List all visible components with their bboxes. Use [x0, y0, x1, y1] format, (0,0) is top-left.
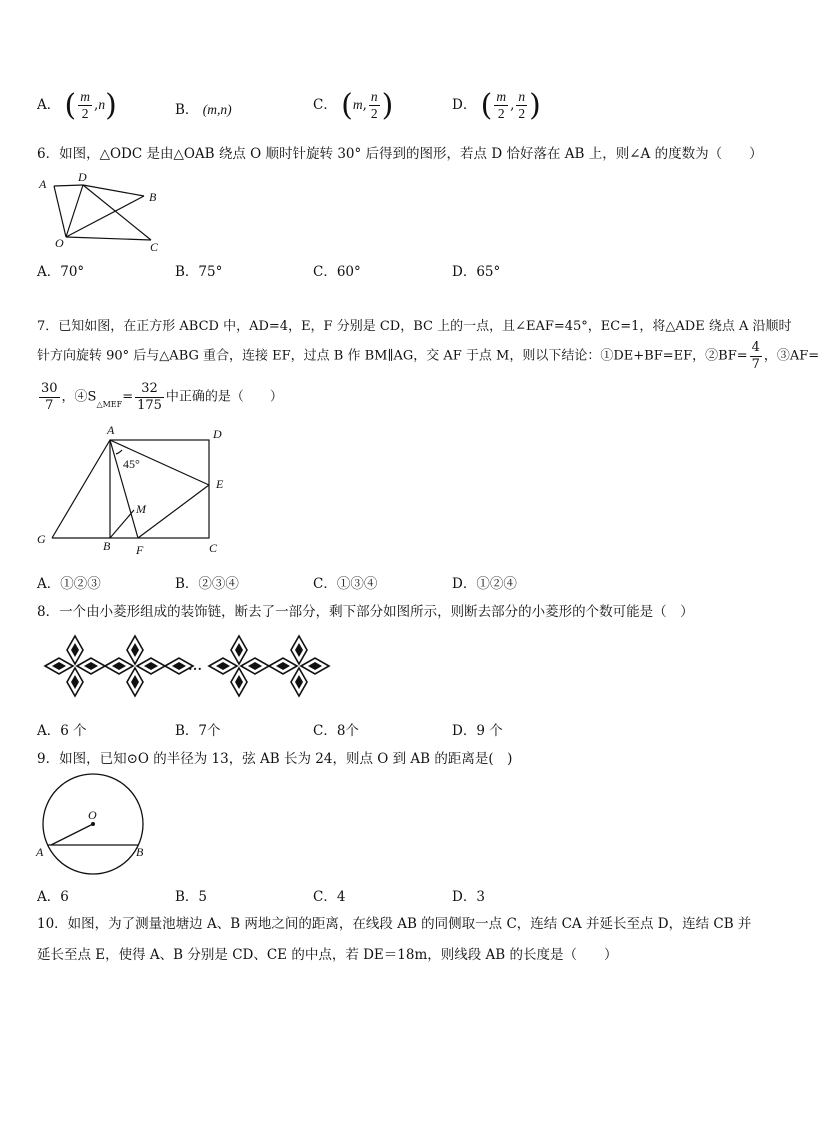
q7-option-c: C．①③④ — [313, 576, 378, 592]
option-letter: C． — [313, 97, 337, 113]
paren-right: ) — [105, 88, 117, 123]
numerator: 30 — [41, 381, 58, 396]
comma: , — [94, 97, 99, 113]
label-m: M — [136, 502, 146, 516]
q7-option-d: D．①②④ — [452, 576, 517, 592]
q7-option-a: A．①②③ — [37, 576, 101, 592]
numerator: m — [496, 89, 507, 104]
rhombus — [241, 658, 269, 674]
label-c: C — [209, 541, 218, 555]
q6-option-c: C．60° — [313, 264, 361, 280]
option-letter: A． — [37, 97, 61, 113]
comma: , — [362, 97, 367, 113]
rhombus — [231, 636, 247, 664]
q5-option-a — [37, 88, 117, 123]
denominator: 2 — [370, 106, 378, 121]
q8-figure — [40, 630, 330, 702]
text-segment: ，③AF= — [763, 348, 819, 364]
text-segment: 针方向旋转 90° 后与△ABG 重合，连接 EF，过点 B 作 BM∥AG，交 AF 于点 M，则以下结论：①DE+BF=EF，②BF= — [37, 348, 748, 364]
q9-option-d: D．3 — [452, 889, 485, 905]
variable: m — [352, 97, 363, 112]
label-d: D — [78, 170, 87, 184]
numerator: 32 — [135, 381, 164, 398]
q6-figure — [30, 165, 180, 255]
variable: n — [98, 97, 106, 112]
q6-option-b: B．75° — [175, 264, 223, 280]
angle-label: 45° — [123, 457, 140, 471]
q9-option-b: B．5 — [175, 889, 208, 905]
fraction-s — [135, 381, 164, 414]
numerator: 4 — [751, 340, 760, 355]
q9-stem: 9．如图，已知⊙O 的半径为 13，弦 AB 长为 24，则点 O 到 AB 的距离是( ) — [37, 751, 513, 767]
q6-option-d: D．65° — [452, 264, 501, 280]
q5-option-b — [175, 98, 232, 118]
rhombus — [45, 658, 73, 674]
q9-option-c: C．4 — [313, 889, 346, 905]
label-g: G — [37, 532, 46, 546]
rhombus — [127, 668, 143, 696]
text-segment: 中正确的是（ ） — [165, 389, 283, 405]
rhombus — [301, 658, 329, 674]
rhombus — [67, 636, 83, 664]
rhombus — [291, 636, 307, 664]
denominator: 2 — [518, 106, 526, 121]
denominator: 7 — [45, 398, 54, 413]
q10-stem-line-1: 10．如图，为了测量池塘边 A、B 两地之间的距离，在线段 AB 的同侧取一点 C，连结 CA 并延长至点 D，连结 CB 并 — [37, 916, 752, 932]
rhombus — [231, 668, 247, 696]
subscript: △MEF — [96, 400, 123, 409]
q5-option-c — [313, 88, 393, 123]
paren-left: ( — [341, 88, 353, 123]
label-b: B — [149, 190, 157, 204]
rhombus — [209, 658, 237, 674]
q6-stem: 6．如图，△ODC 是由△OAB 绕点 O 顺时针旋转 30° 后得到的图形，若点 D 恰好落在 AB 上，则∠A 的度数为（ ） — [37, 146, 763, 162]
rhombus — [269, 658, 297, 674]
label-f: F — [136, 543, 144, 557]
option-text: (m,n) — [202, 102, 232, 117]
option-letter: B． — [175, 102, 199, 118]
q7-stem-line-3 — [37, 381, 283, 415]
denominator: 7 — [751, 357, 760, 372]
q10-stem-line-2: 延长至点 E，使得 A、B 分别是 CD、CE 的中点，若 DE＝18m，则线段 AB 的长度是（ ） — [37, 947, 618, 963]
rhombus — [105, 658, 133, 674]
numerator: n — [518, 89, 526, 104]
comma: , — [510, 97, 515, 113]
label-b: B — [103, 539, 111, 553]
text-segment: = — [122, 389, 134, 405]
option-letter: D． — [452, 97, 477, 113]
rhombus — [127, 636, 143, 664]
label-a: A — [36, 845, 44, 859]
text-segment: ，④S — [61, 389, 97, 405]
rhombus — [291, 668, 307, 696]
label-a: A — [39, 177, 47, 191]
fraction — [369, 89, 380, 122]
q9-figure — [30, 772, 170, 882]
fraction — [516, 89, 527, 122]
q8-option-b: B．7个 — [175, 723, 221, 739]
fraction — [78, 89, 92, 122]
denominator: 2 — [497, 106, 505, 121]
q8-option-c: C．8个 — [313, 723, 359, 739]
rhombus — [137, 658, 165, 674]
q8-option-a: A．6 个 — [37, 723, 87, 739]
paren-left: ( — [480, 88, 493, 123]
label-a: A — [107, 423, 115, 437]
paren-right: ) — [529, 88, 541, 123]
ellipsis: … — [188, 659, 202, 674]
q8-stem: 8．一个由小菱形组成的装饰链，断去了一部分，剩下部分如图所示，则断去部分的小菱形的个数可能是（ ） — [37, 604, 694, 620]
paren-right: ) — [381, 88, 394, 123]
denominator: 175 — [137, 398, 162, 413]
label-b: B — [136, 845, 144, 859]
label-c: C — [150, 240, 159, 254]
q7-stem-line-2 — [37, 340, 819, 370]
denominator: 2 — [81, 106, 89, 121]
q5-option-d — [452, 88, 541, 123]
q7-option-b: B．②③④ — [175, 576, 239, 592]
fraction-bf — [750, 340, 762, 373]
rhombus — [77, 658, 105, 674]
q9-option-a: A．6 — [37, 889, 69, 905]
rhombus — [67, 668, 83, 696]
numerator: m — [80, 89, 91, 104]
label-o: O — [88, 808, 97, 822]
label-o: O — [55, 236, 64, 250]
fraction-af — [39, 381, 60, 414]
q7-stem-line-1: 7．已知如图，在正方形 ABCD 中，AD=4，E，F 分别是 CD，BC 上的一点，且∠EAF=45°，EC=1，将△ADE 绕点 A 沿顺时 — [37, 319, 792, 334]
label-e: E — [216, 477, 224, 491]
q7-figure — [30, 420, 240, 560]
q8-option-d: D．9 个 — [452, 723, 503, 739]
q6-option-a: A．70° — [37, 264, 85, 280]
fraction — [494, 89, 508, 122]
label-d: D — [213, 427, 222, 441]
paren-left: ( — [64, 88, 77, 123]
numerator: n — [370, 89, 378, 104]
